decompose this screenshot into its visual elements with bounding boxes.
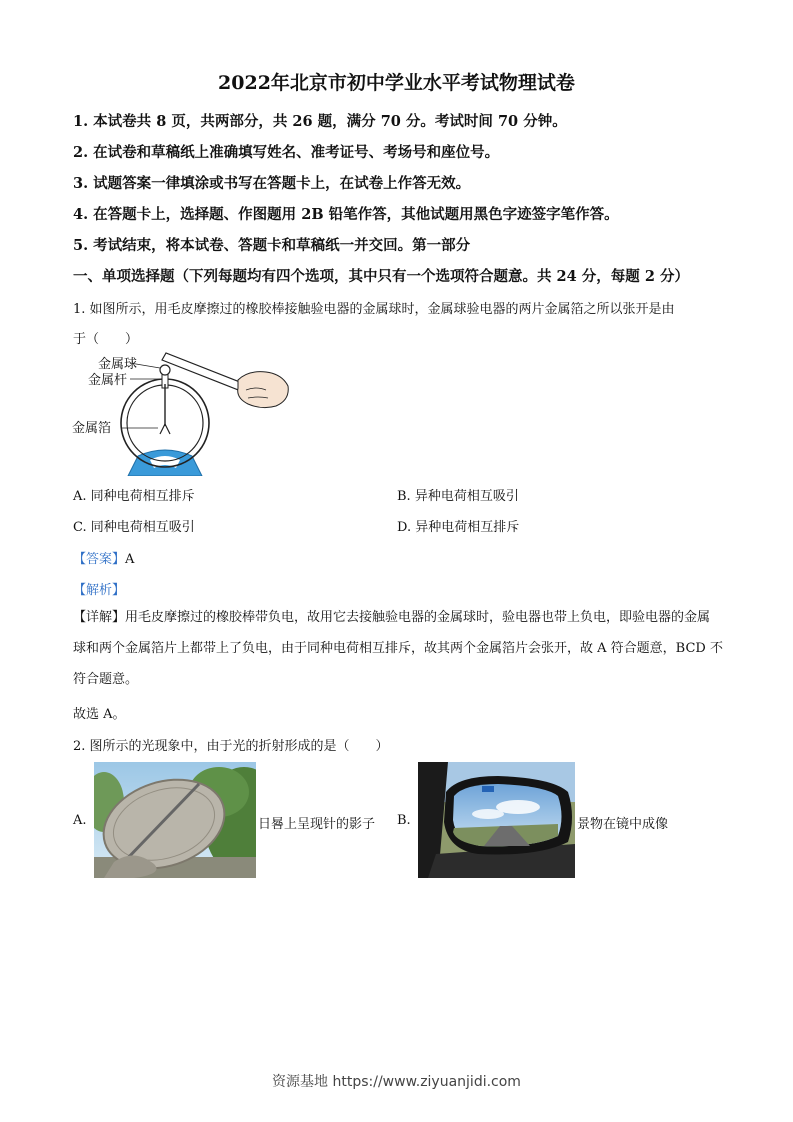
- q1-answer-line: [73, 548, 134, 567]
- exam-rule-2: 2. 在试卷和草稿纸上准确填写姓名、准考证号、考场号和座位号。: [73, 144, 500, 161]
- footer-source: 资源基地 https://www.ziyuanjidi.com: [272, 1074, 521, 1090]
- q2-option-b-text: 景物在镜中成像: [577, 817, 669, 832]
- q1-conclusion: 故选 A。: [73, 707, 126, 722]
- label-metal-ball: 金属球: [98, 357, 138, 372]
- exam-rule-4: 4. 在答题卡上，选择题、作图题用 2B 铅笔作答，其他试题用黑色字迹签字笔作答。: [73, 206, 619, 223]
- exam-rule-5: 5. 考试结束，将本试卷、答题卡和草稿纸一并交回。第一部分: [73, 237, 471, 254]
- q1-option-d: D. 异种电荷相互排斥: [397, 520, 520, 535]
- detail-tag: 【详解】: [73, 610, 126, 625]
- section-heading: 一、单项选择题（下列每题均有四个选项，其中只有一个选项符合题意。共 24 分，每题 2 分）: [73, 268, 689, 285]
- exam-rule-3: 3. 试题答案一律填涂或书写在答题卡上，在试卷上作答无效。: [73, 175, 471, 192]
- label-metal-foil: 金属箔: [72, 421, 112, 436]
- q2-option-b-letter: B.: [397, 813, 411, 828]
- q1-option-c: C. 同种电荷相互吸引: [73, 520, 195, 535]
- page-title: 2022年北京市初中学业水平考试物理试卷: [218, 72, 575, 94]
- sundial-photo: [94, 762, 256, 878]
- detail-text: 用毛皮摩擦过的橡胶棒带负电，故用它去接触验电器的金属球时，验电器也带上负电，即验电器的金属球和两个金属箔片上都带上了负电，由于同种电荷相互排斥，故其两个金属箔片会张开，故 A 符合题意，BCD 不符合题意。: [73, 610, 723, 687]
- electroscope-figure: [70, 348, 295, 476]
- q1-option-b: B. 异种电荷相互吸引: [397, 489, 519, 504]
- q1-stem-line1: 1. 如图所示，用毛皮摩擦过的橡胶棒接触验电器的金属球时，金属球验电器的两片金属箔之所以张开是由: [73, 302, 675, 317]
- answer-value: A: [125, 552, 135, 567]
- q2-option-a-text: 日晷上呈现针的影子: [258, 817, 376, 832]
- analysis-tag: 【解析】: [73, 583, 126, 598]
- q1-option-a: A. 同种电荷相互排斥: [73, 489, 195, 504]
- q1-detail-paragraph: [73, 602, 723, 695]
- answer-tag: 【答案】: [73, 552, 126, 567]
- q2-option-a-letter: A.: [73, 813, 87, 828]
- label-metal-rod: 金属杆: [88, 373, 128, 388]
- q2-stem: 2. 图所示的光现象中，由于光的折射形成的是（ ）: [73, 739, 389, 754]
- exam-rule-1: 1. 本试卷共 8 页，共两部分，共 26 题，满分 70 分。考试时间 70 分钟。: [73, 113, 567, 130]
- car-mirror-photo: [418, 762, 575, 878]
- q1-stem-line2: 于（ ）: [73, 332, 139, 347]
